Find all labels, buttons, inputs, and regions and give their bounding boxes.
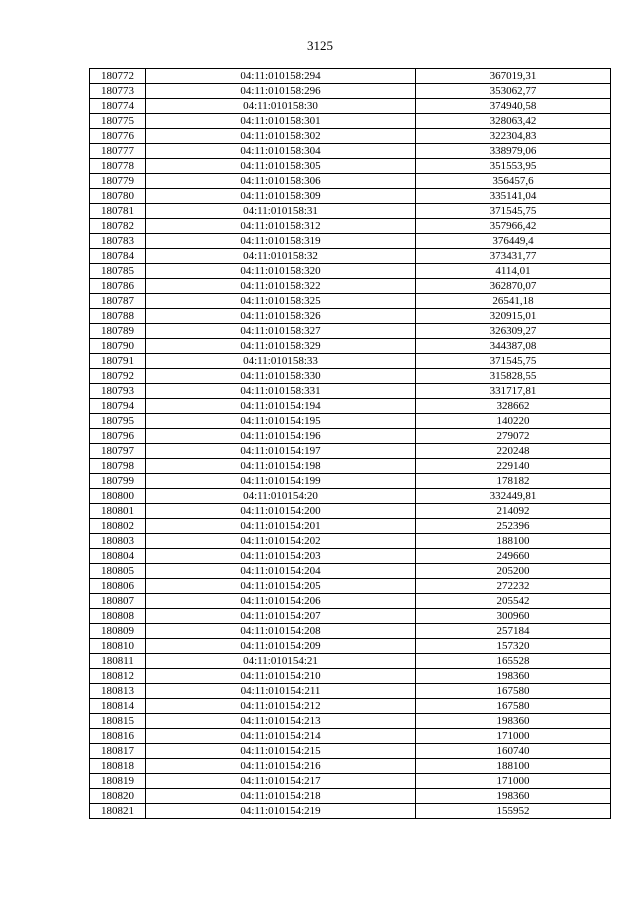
value-cell: 171000 (416, 729, 611, 744)
cadastral-number-cell: 04:11:010154:212 (146, 699, 416, 714)
cadastral-number-cell: 04:11:010158:302 (146, 129, 416, 144)
cadastral-number-cell: 04:11:010158:319 (146, 234, 416, 249)
row-number-cell: 180796 (90, 429, 146, 444)
table-row (90, 249, 611, 264)
row-number-cell: 180818 (90, 759, 146, 774)
table-row (90, 309, 611, 324)
table-row (90, 519, 611, 534)
value-cell: 328662 (416, 399, 611, 414)
value-cell: 4114,01 (416, 264, 611, 279)
cadastral-number-cell: 04:11:010158:320 (146, 264, 416, 279)
cadastral-number-cell: 04:11:010158:296 (146, 84, 416, 99)
table-row (90, 174, 611, 189)
table-row (90, 684, 611, 699)
table-row (90, 729, 611, 744)
row-number-cell: 180805 (90, 564, 146, 579)
cadastral-number-cell: 04:11:010154:219 (146, 804, 416, 819)
value-cell: 331717,81 (416, 384, 611, 399)
value-cell: 353062,77 (416, 84, 611, 99)
table-row (90, 474, 611, 489)
cadastral-number-cell: 04:11:010158:309 (146, 189, 416, 204)
cadastral-number-cell: 04:11:010158:30 (146, 99, 416, 114)
table-row (90, 624, 611, 639)
value-cell: 315828,55 (416, 369, 611, 384)
table-row (90, 264, 611, 279)
cadastral-number-cell: 04:11:010158:305 (146, 159, 416, 174)
table-row (90, 369, 611, 384)
table-row (90, 789, 611, 804)
cadastral-number-cell: 04:11:010154:194 (146, 399, 416, 414)
value-cell: 178182 (416, 474, 611, 489)
table-row (90, 279, 611, 294)
row-number-cell: 180773 (90, 84, 146, 99)
table-row (90, 744, 611, 759)
value-cell: 371545,75 (416, 354, 611, 369)
value-cell: 167580 (416, 699, 611, 714)
table-row (90, 414, 611, 429)
row-number-cell: 180786 (90, 279, 146, 294)
value-cell: 155952 (416, 804, 611, 819)
cadastral-number-cell: 04:11:010154:20 (146, 489, 416, 504)
cadastral-number-cell: 04:11:010158:31 (146, 204, 416, 219)
cadastral-number-cell: 04:11:010154:196 (146, 429, 416, 444)
value-cell: 362870,07 (416, 279, 611, 294)
row-number-cell: 180810 (90, 639, 146, 654)
table-row (90, 144, 611, 159)
cadastral-number-cell: 04:11:010154:211 (146, 684, 416, 699)
cadastral-number-cell: 04:11:010154:204 (146, 564, 416, 579)
registry-table (89, 68, 611, 819)
row-number-cell: 180788 (90, 309, 146, 324)
value-cell: 338979,06 (416, 144, 611, 159)
row-number-cell: 180780 (90, 189, 146, 204)
table-row (90, 504, 611, 519)
value-cell: 205542 (416, 594, 611, 609)
row-number-cell: 180807 (90, 594, 146, 609)
row-number-cell: 180803 (90, 534, 146, 549)
cadastral-number-cell: 04:11:010154:207 (146, 609, 416, 624)
value-cell: 214092 (416, 504, 611, 519)
cadastral-number-cell: 04:11:010158:294 (146, 69, 416, 84)
cadastral-number-cell: 04:11:010154:195 (146, 414, 416, 429)
cadastral-number-cell: 04:11:010154:217 (146, 774, 416, 789)
row-number-cell: 180802 (90, 519, 146, 534)
cadastral-number-cell: 04:11:010158:330 (146, 369, 416, 384)
table-row (90, 324, 611, 339)
row-number-cell: 180817 (90, 744, 146, 759)
value-cell: 140220 (416, 414, 611, 429)
cadastral-number-cell: 04:11:010154:197 (146, 444, 416, 459)
value-cell: 328063,42 (416, 114, 611, 129)
value-cell: 351553,95 (416, 159, 611, 174)
cadastral-number-cell: 04:11:010154:203 (146, 549, 416, 564)
table-row (90, 234, 611, 249)
value-cell: 160740 (416, 744, 611, 759)
cadastral-number-cell: 04:11:010154:199 (146, 474, 416, 489)
registry-table-body (90, 69, 611, 819)
cadastral-number-cell: 04:11:010154:198 (146, 459, 416, 474)
value-cell: 356457,6 (416, 174, 611, 189)
table-row (90, 84, 611, 99)
cadastral-number-cell: 04:11:010154:200 (146, 504, 416, 519)
row-number-cell: 180782 (90, 219, 146, 234)
row-number-cell: 180783 (90, 234, 146, 249)
value-cell: 220248 (416, 444, 611, 459)
cadastral-number-cell: 04:11:010158:329 (146, 339, 416, 354)
table-row (90, 549, 611, 564)
cadastral-number-cell: 04:11:010154:215 (146, 744, 416, 759)
value-cell: 229140 (416, 459, 611, 474)
cadastral-number-cell: 04:11:010158:301 (146, 114, 416, 129)
value-cell: 249660 (416, 549, 611, 564)
row-number-cell: 180801 (90, 504, 146, 519)
cadastral-number-cell: 04:11:010154:208 (146, 624, 416, 639)
cadastral-number-cell: 04:11:010154:216 (146, 759, 416, 774)
cadastral-number-cell: 04:11:010158:322 (146, 279, 416, 294)
table-row (90, 429, 611, 444)
cadastral-number-cell: 04:11:010158:33 (146, 354, 416, 369)
row-number-cell: 180791 (90, 354, 146, 369)
value-cell: 373431,77 (416, 249, 611, 264)
row-number-cell: 180787 (90, 294, 146, 309)
cadastral-number-cell: 04:11:010158:32 (146, 249, 416, 264)
table-row (90, 489, 611, 504)
row-number-cell: 180799 (90, 474, 146, 489)
cadastral-number-cell: 04:11:010158:325 (146, 294, 416, 309)
value-cell: 320915,01 (416, 309, 611, 324)
value-cell: 188100 (416, 534, 611, 549)
table-row (90, 189, 611, 204)
table-row (90, 384, 611, 399)
row-number-cell: 180820 (90, 789, 146, 804)
value-cell: 198360 (416, 714, 611, 729)
cadastral-number-cell: 04:11:010158:327 (146, 324, 416, 339)
value-cell: 322304,83 (416, 129, 611, 144)
value-cell: 188100 (416, 759, 611, 774)
row-number-cell: 180794 (90, 399, 146, 414)
value-cell: 198360 (416, 789, 611, 804)
value-cell: 252396 (416, 519, 611, 534)
table-row (90, 594, 611, 609)
table-row (90, 219, 611, 234)
cadastral-number-cell: 04:11:010154:206 (146, 594, 416, 609)
cadastral-number-cell: 04:11:010158:304 (146, 144, 416, 159)
cadastral-number-cell: 04:11:010154:210 (146, 669, 416, 684)
table-row (90, 114, 611, 129)
table-row (90, 759, 611, 774)
row-number-cell: 180804 (90, 549, 146, 564)
table-row (90, 714, 611, 729)
value-cell: 326309,27 (416, 324, 611, 339)
table-row (90, 444, 611, 459)
row-number-cell: 180809 (90, 624, 146, 639)
cadastral-number-cell: 04:11:010158:306 (146, 174, 416, 189)
row-number-cell: 180777 (90, 144, 146, 159)
value-cell: 376449,4 (416, 234, 611, 249)
table-row (90, 609, 611, 624)
table-row (90, 804, 611, 819)
cadastral-number-cell: 04:11:010154:213 (146, 714, 416, 729)
page-number: 3125 (307, 38, 333, 53)
table-row (90, 399, 611, 414)
row-number-cell: 180800 (90, 489, 146, 504)
cadastral-number-cell: 04:11:010154:21 (146, 654, 416, 669)
row-number-cell: 180811 (90, 654, 146, 669)
row-number-cell: 180781 (90, 204, 146, 219)
value-cell: 272232 (416, 579, 611, 594)
table-row (90, 534, 611, 549)
row-number-cell: 180814 (90, 699, 146, 714)
value-cell: 257184 (416, 624, 611, 639)
cadastral-number-cell: 04:11:010154:201 (146, 519, 416, 534)
value-cell: 279072 (416, 429, 611, 444)
row-number-cell: 180778 (90, 159, 146, 174)
cadastral-number-cell: 04:11:010154:218 (146, 789, 416, 804)
row-number-cell: 180813 (90, 684, 146, 699)
table-row (90, 69, 611, 84)
table-row (90, 639, 611, 654)
value-cell: 374940,58 (416, 99, 611, 114)
row-number-cell: 180774 (90, 99, 146, 114)
table-row (90, 204, 611, 219)
row-number-cell: 180785 (90, 264, 146, 279)
table-row (90, 159, 611, 174)
value-cell: 344387,08 (416, 339, 611, 354)
table-row (90, 129, 611, 144)
value-cell: 332449,81 (416, 489, 611, 504)
table-row (90, 654, 611, 669)
row-number-cell: 180793 (90, 384, 146, 399)
row-number-cell: 180790 (90, 339, 146, 354)
row-number-cell: 180812 (90, 669, 146, 684)
table-row (90, 459, 611, 474)
row-number-cell: 180779 (90, 174, 146, 189)
table-row (90, 579, 611, 594)
row-number-cell: 180776 (90, 129, 146, 144)
cadastral-number-cell: 04:11:010158:331 (146, 384, 416, 399)
row-number-cell: 180819 (90, 774, 146, 789)
row-number-cell: 180789 (90, 324, 146, 339)
table-row (90, 774, 611, 789)
table-row (90, 294, 611, 309)
table-row (90, 99, 611, 114)
row-number-cell: 180808 (90, 609, 146, 624)
row-number-cell: 180775 (90, 114, 146, 129)
value-cell: 165528 (416, 654, 611, 669)
cadastral-number-cell: 04:11:010154:214 (146, 729, 416, 744)
cadastral-number-cell: 04:11:010158:312 (146, 219, 416, 234)
value-cell: 367019,31 (416, 69, 611, 84)
cadastral-number-cell: 04:11:010154:202 (146, 534, 416, 549)
table-row (90, 699, 611, 714)
row-number-cell: 180798 (90, 459, 146, 474)
value-cell: 371545,75 (416, 204, 611, 219)
row-number-cell: 180806 (90, 579, 146, 594)
value-cell: 26541,18 (416, 294, 611, 309)
value-cell: 167580 (416, 684, 611, 699)
row-number-cell: 180784 (90, 249, 146, 264)
row-number-cell: 180815 (90, 714, 146, 729)
cadastral-number-cell: 04:11:010154:209 (146, 639, 416, 654)
row-number-cell: 180792 (90, 369, 146, 384)
row-number-cell: 180795 (90, 414, 146, 429)
value-cell: 357966,42 (416, 219, 611, 234)
value-cell: 198360 (416, 669, 611, 684)
row-number-cell: 180797 (90, 444, 146, 459)
value-cell: 171000 (416, 774, 611, 789)
cadastral-number-cell: 04:11:010158:326 (146, 309, 416, 324)
row-number-cell: 180816 (90, 729, 146, 744)
table-row (90, 354, 611, 369)
table-row (90, 564, 611, 579)
value-cell: 205200 (416, 564, 611, 579)
value-cell: 335141,04 (416, 189, 611, 204)
cadastral-number-cell: 04:11:010154:205 (146, 579, 416, 594)
value-cell: 300960 (416, 609, 611, 624)
value-cell: 157320 (416, 639, 611, 654)
table-row (90, 669, 611, 684)
row-number-cell: 180772 (90, 69, 146, 84)
table-row (90, 339, 611, 354)
row-number-cell: 180821 (90, 804, 146, 819)
